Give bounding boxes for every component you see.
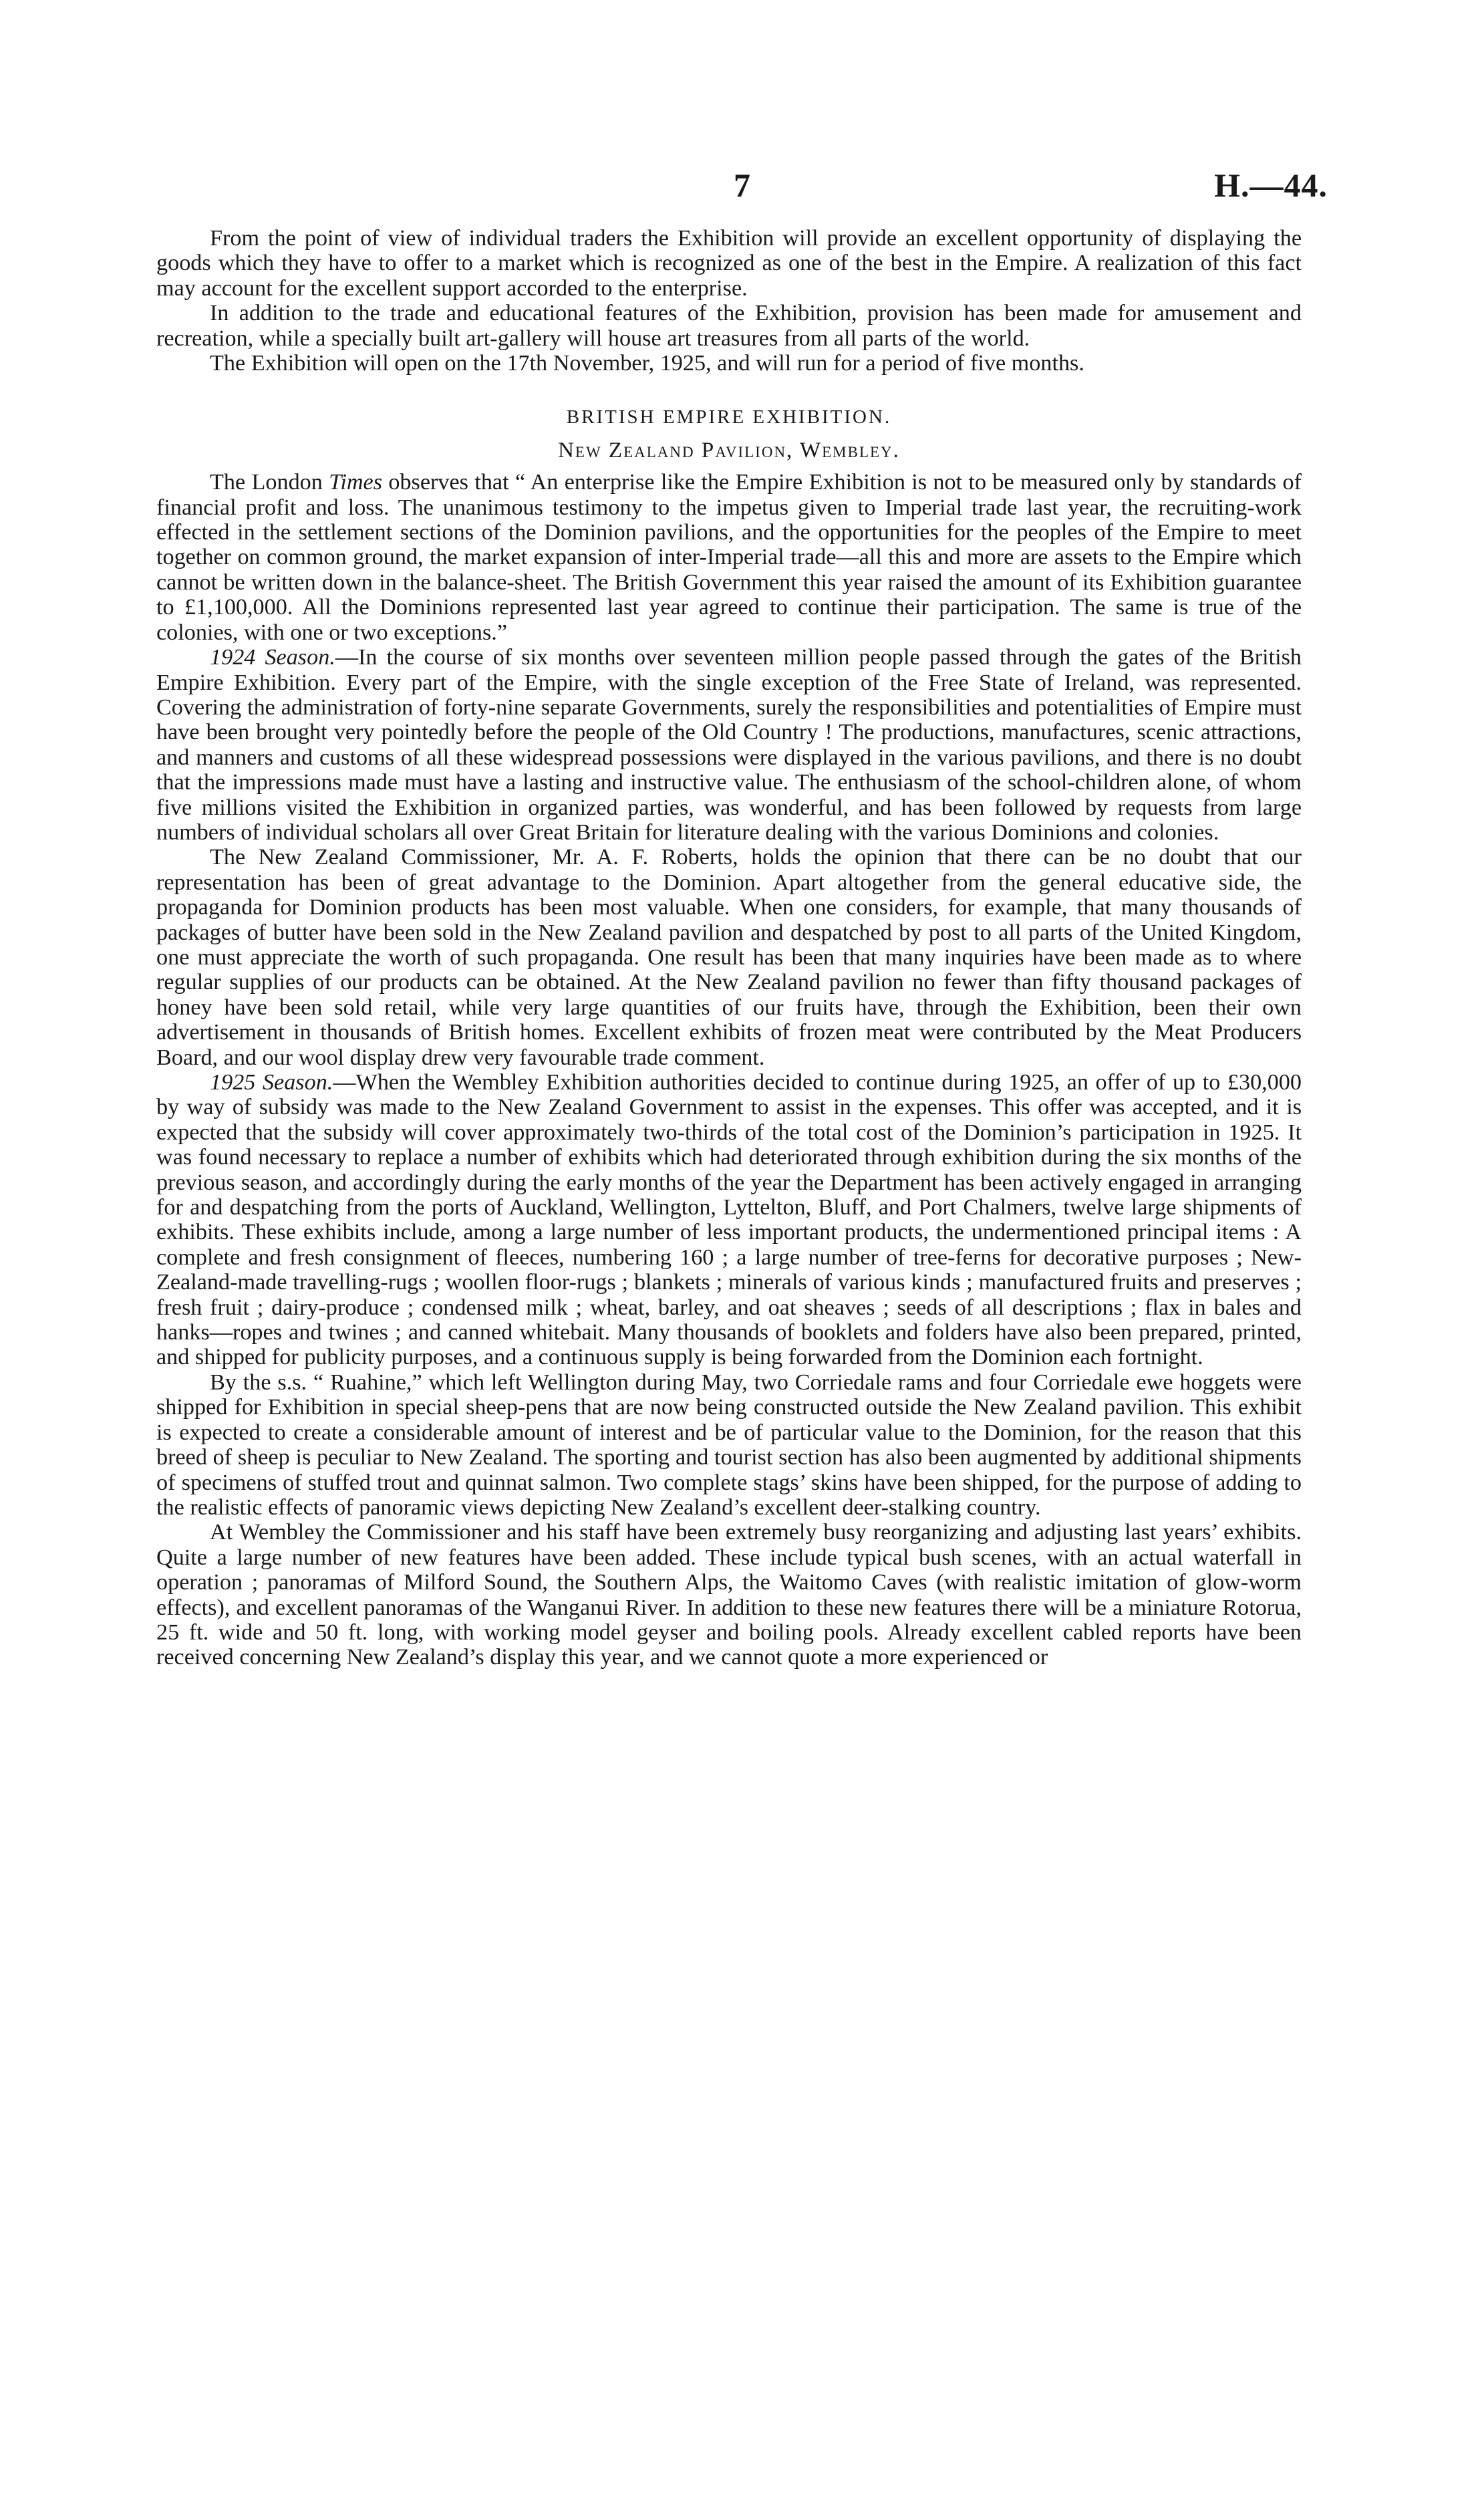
season-1925-paragraph: [156, 1070, 1302, 1370]
season-1925-text: —When the Wembley Exhibition authorities decided to continue during 1925, an offer of up to £30,000 by way of subsidy was made to the New Zealand Government to assist in the expenses. This offer was accepted, and it is expected that the subsidy will cover approximately two-thirds of the total cost of the Dominion’s participation in 1925. It was found necessary to replace a number of exhibits which had deteriorated through exhibition during the six months of the previous season, and accordingly during the early months of the year the Department has been actively engaged in arranging for and despatching from the ports of Auckland, Wellington, Lyttelton, Bluff, and Port Chalmers, twelve large shipments of exhibits. These exhibits include, among a large number of less important products, the undermentioned principal items : A complete and fresh consignment of fleeces, numbering 160 ; a large number of tree-ferns for decorative purposes ; New-Zealand-made travelling-rugs ; woollen floor-rugs ; blankets ; minerals of various kinds ; manufactured fruits and preserves ; fresh fruit ; dairy-produce ; condensed milk ; wheat, barley, and oat sheaves ; seeds of all descriptions ; flax in bales and hanks—ropes and twines ; and canned whitebait. Many thousands of booklets and folders have also been prepared, printed, and shipped for publicity purposes, and a continuous supply is being forwarded from the Dominion each fortnight.: [156, 1070, 1302, 1370]
ruahine-paragraph: By the s.s. “ Ruahine,” which left Wellington during May, two Corriedale rams and four Corriedale ewe hoggets were shipped for Exhibition in special sheep-pens that are now being constructed outside the New Zealand pavilion. This exhibit is expected to create a considerable amount of interest and be of particular value to the Dominion, for the reason that this breed of sheep is peculiar to New Zealand. The sporting and tourist section has also been augmented by additional shipments of specimens of stuffed trout and quinnat salmon. Two complete stags’ skins have been shipped, for the purpose of adding to the realistic effects of panoramic views depicting New Zealand’s excellent deer-stalking country.: [156, 1369, 1302, 1520]
wembley-paragraph: At Wembley the Commissioner and his staff have been extremely busy reorganizing and adjusting last years’ exhibits. Quite a large number of new features have been added. These include typical bush scenes, with an actual waterfall in operation ; panoramas of Milford Sound, the Southern Alps, the Waitomo Caves (with realistic imitation of glow-worm effects), and excellent panoramas of the Wanganui River. In addition to these new features there will be a miniature Rotorua, 25 ft. wide and 50 ft. long, with working model geyser and boiling pools. Already excellent cabled reports have been received concerning New Zealand’s display this year, and we cannot quote a more experienced or: [156, 1520, 1302, 1670]
commissioner-paragraph: The New Zealand Commissioner, Mr. A. F. Roberts, holds the opinion that there can be no doubt that our representation has been of great advantage to the Dominion. Apart altogether from the general educative side, the propaganda for Dominion products has been most valuable. When one considers, for example, that many thousands of packages of butter have been sold in the New Zealand pavilion and despatched by post to all parts of the United Kingdom, one must appreciate the worth of such propaganda. One result has been that many inquiries have been made as to where regular supplies of our products can be obtained. At the New Zealand pavilion no fewer than fifty thousand packages of honey have been sold retail, while very large quantities of our fruits have, through the Exhibition, been their own advertisement in thousands of British homes. Excellent exhibits of frozen meat were contributed by the Meat Producers Board, and our wool display drew very favourable trade comment.: [156, 845, 1302, 1070]
intro-paragraph-2: In addition to the trade and educational features of the Exhibition, provision has been made for amusement and recreation, while a specially built art-gallery will house art treasures from all parts of the world.: [156, 301, 1302, 351]
times-italic: Times: [329, 470, 383, 495]
intro-paragraph-3: The Exhibition will open on the 17th November, 1925, and will run for a period of five months.: [210, 351, 1084, 376]
times-rest: observes that “ An enterprise like the Empire Exhibition is not to be measured only by standards of financial profit and loss. The unanimous testimony to the impetus given to Imperial trade last year, the recruiting-work effected in the settlement sections of the Dominion pavilions, and the opportunities for the peoples of the Empire to meet together on common ground, the market expansion of inter-Imperial trade—all this and more are assets to the Empire which cannot be written down in the balance-sheet. The British Government this year raised the amount of its Exhibition guarantee to £1,100,000. All the Dominions represented last year agreed to continue their participation. The same is true of the colonies, with one or two exceptions.”: [156, 470, 1302, 645]
section-title: BRITISH EMPIRE EXHIBITION.: [566, 406, 892, 428]
season-1925-label: 1925 Season.: [210, 1070, 333, 1095]
intro-paragraph-1: From the point of view of individual traders the Exhibition will provide an excellent opportunity of displaying the goods which they have to offer to a market which is recognized as one of the best in the Empire. A realization of this fact may account for the excellent support accorded to the enterprise.: [156, 226, 1302, 301]
season-1924-paragraph: [156, 645, 1302, 845]
section-subtitle: New Zealand Pavilion, Wembley.: [558, 438, 900, 462]
times-lead: The London: [210, 470, 329, 495]
page-number: 7: [734, 166, 750, 204]
times-paragraph: [156, 470, 1302, 645]
document-reference: H.—44.: [1214, 166, 1328, 204]
season-1924-label: 1924 Season.: [210, 645, 335, 670]
body-text: [156, 226, 1302, 1670]
season-1924-text: —In the course of six months over seventeen million people passed through the gates of the British Empire Exhibition. Every part of the Empire, with the single exception of the Free State of Ireland, was represented. Covering the administration of forty-nine separate Governments, surely the responsibilities and potentialities of Empire must have been brought very pointedly before the people of the Old Country ! The productions, manufactures, scenic attractions, and manners and customs of all these widespread possessions were displayed in the various pavilions, and there is no doubt that the impressions made must have a lasting and instructive value. The enthusiasm of the school-children alone, of whom five millions visited the Exhibition in organized parties, was wonderful, and has been followed by requests from large numbers of individual scholars all over Great Britain for literature dealing with the various Dominions and colonies.: [156, 645, 1302, 845]
